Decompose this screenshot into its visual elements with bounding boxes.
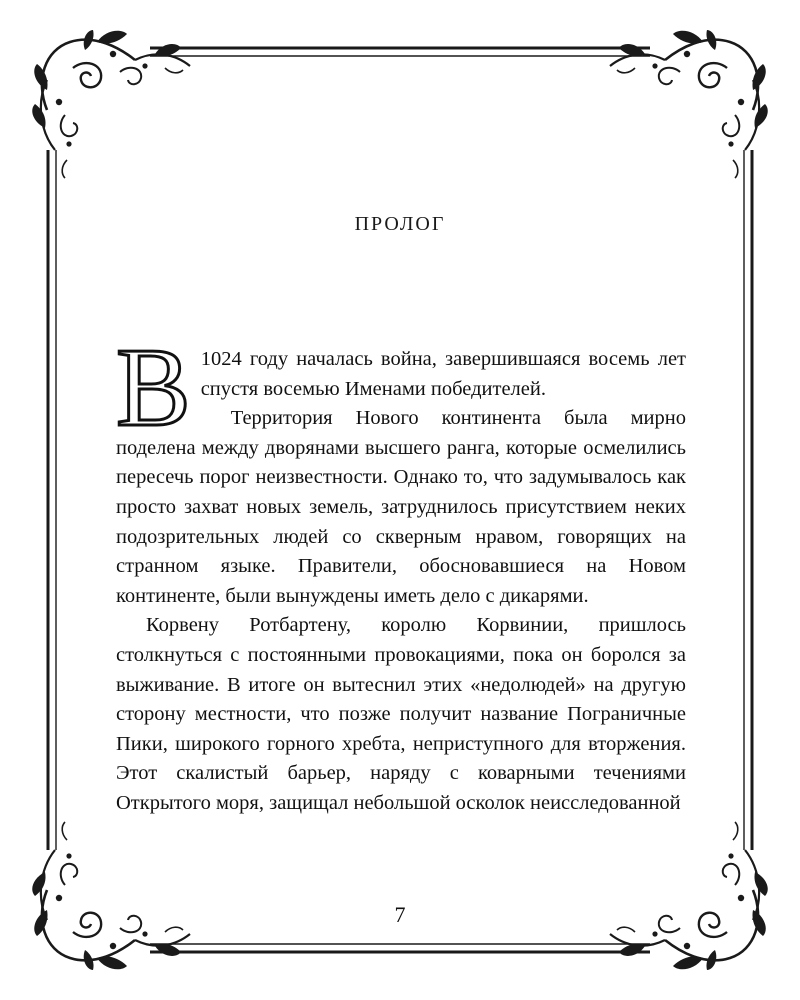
chapter-title: пролог [354, 205, 446, 237]
page-number: 7 [394, 902, 406, 927]
paragraph-1-text: 1024 году началась война, завершившаяся восемь лет спустя восемью Именами победителей. [200, 348, 686, 400]
paragraph-3: Корвену Ротбартену, королю Корвинии, пришлось столкнуться с постоянными провокациями, пока он боролся за выживание. В итоге он вытеснил этих «недолюдей» на другую сторону местности, что позже получит название Пограничные Пики, широкого горного хребта, неприступного для вторжения. Этот скалистый барьер, наряду с коварными течениями Открытого моря, защищал небольшой осколок неисследованной [116, 614, 686, 814]
paragraph-1 [116, 326, 686, 450]
drop-cap: В [116, 326, 191, 450]
paragraph-2: Территория Нового континента была мирно поделена между дворянами высшего ранга, которые осмелились пересечь порог неизвестности. Однако то, что задумывалось как просто захват новых земель, затруднилось присутствием неких подозрительных людей со скверным нравом, говорящих на странном языке. Правители, обосновавшиеся на Новом континенте, были вынуждены иметь дело с дикарями. [116, 407, 686, 607]
body-text [116, 326, 686, 819]
